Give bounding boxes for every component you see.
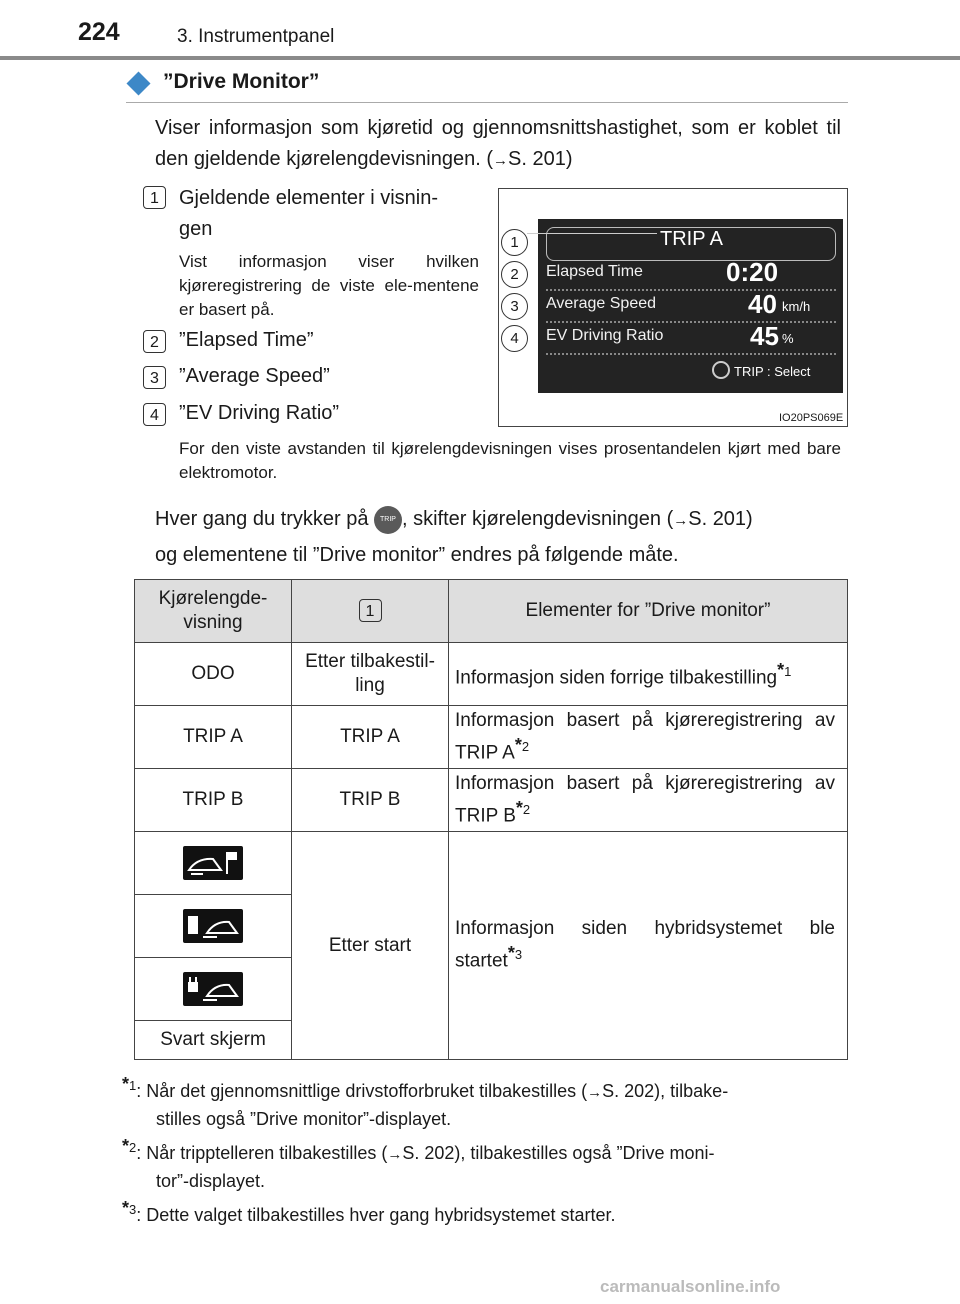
ev-unit: % [782,331,794,346]
item-4-label: ”EV Driving Ratio” [179,402,340,424]
callout-2: 2 [501,261,528,288]
footnote-2: $^{*2}$: Når tripptelleren tilbakestilles (→S. 202), tilbakestilles også ”Drive moni- tor”-displayet. [122,1136,715,1191]
row-divider [546,289,836,291]
table-row: TRIP B TRIP B Informasjon basert på kjøreregistrering av TRIP $B^{*2}$ [135,769,848,832]
after-start-item: Etter start [292,832,449,1060]
callout-4: 4 [501,325,528,352]
figure-code: IO20PS069E [779,412,844,424]
press-paragraph: Hver gang du trykker på TRIP , skifter kjørelengdevisningen (→S. 201) og elementene til ”Drive monitor” endres på følgende måte. [155,502,845,572]
multi-info-display [538,219,843,393]
chapter-title: 3. Instrumentpanel [177,26,335,47]
plug-car-icon [183,972,243,1006]
item-4-note: For den viste avstanden til kjørelengdevisningen vises prosentandelen kjørt med bare elektromotor. [179,439,841,482]
footnote-2-ref-link[interactable]: S. 202), tilbakestilles også ”Drive moni- [402,1143,715,1163]
header-display: Kjørelengde-visning [135,580,292,643]
drive-monitor-table [134,579,848,1060]
gauge-icon [712,361,730,379]
table-header-row [135,580,848,643]
arrow-right-icon: → [587,1084,603,1101]
table-row: Etter start Informasjon siden hybridsystemet ble startet$^{*3}$ [135,832,848,895]
table-row: TRIP A TRIP A Informasjon basert på kjøreregistrering av TRIP $A^{*2}$ [135,706,848,769]
elapsed-value: 0:20 [726,257,779,287]
table-row: Svart skjerm [135,1021,848,1060]
fuel-car-icon [183,909,243,943]
section-title: ”Drive Monitor” [163,70,320,93]
row-divider [546,321,836,323]
callout-3: 3 [501,293,528,320]
arrow-right-icon: → [673,512,689,529]
footnote-3: $^{*3}$: Dette valget tilbakestilles hver gang hybridsystemet starter. [122,1198,616,1225]
trip-label: TRIP A [660,228,723,250]
item-3-label: ”Average Speed” [179,365,330,387]
header-rule [0,56,960,60]
item-2-number: 2 [143,330,166,353]
diamond-bullet-icon [126,71,150,95]
arrow-right-icon: → [493,152,509,169]
intro-ref-link[interactable]: S. 201) [508,148,573,170]
footnote-1-ref-link[interactable]: S. 202), tilbake- [602,1081,729,1101]
header-elements: Elementer for ”Drive monitor” [449,580,848,643]
item-4-number: 4 [143,403,166,426]
intro-paragraph: Viser informasjon som kjøretid og gjennomsnittshastighet, som er koblet til den gjeldende kjørelengdevisningen. (→S. 201) [155,117,841,170]
section-rule [126,102,848,103]
ev-value: 45 [750,321,779,351]
item-1-number: 1 [143,186,166,209]
press-ref-link[interactable]: S. 201) [688,508,753,530]
header-item: 1 [292,580,449,643]
elapsed-label: Elapsed Time [546,263,643,280]
car-flag-icon [183,846,243,880]
footnote-1: $^{*1}$: Når det gjennomsnittlige drivstofforbruket tilbakestilles (→S. 202), tilbake- stilles også ”Drive monitor”-displayet. [122,1074,729,1129]
ev-label: EV Driving Ratio [546,327,664,344]
speed-value: 40 [748,289,777,319]
table-row: ODO Etter tilbakestil-ling Informasjon siden forrige tilbakestilling$^{*1}$ [135,643,848,706]
trip-button-icon: TRIP [374,506,402,534]
arrow-right-icon: → [387,1146,403,1163]
row-divider [546,353,836,355]
item-3-number: 3 [143,366,166,389]
speed-unit: km/h [782,299,811,314]
callout-line [527,233,657,234]
item-1-label: Gjeldende elementer i visnin- gen [179,187,439,240]
page-number: 224 [78,18,120,46]
speed-label: Average Speed [546,295,657,312]
select-label: TRIP : Select [734,364,811,379]
callout-1: 1 [501,229,528,256]
watermark: carmanualsonline.info [600,1277,781,1296]
item-1-note: Vist informasjon viser hvilken kjøreregistrering de viste ele-mentene er basert på. [179,252,479,319]
item-2-label: ”Elapsed Time” [179,329,314,351]
